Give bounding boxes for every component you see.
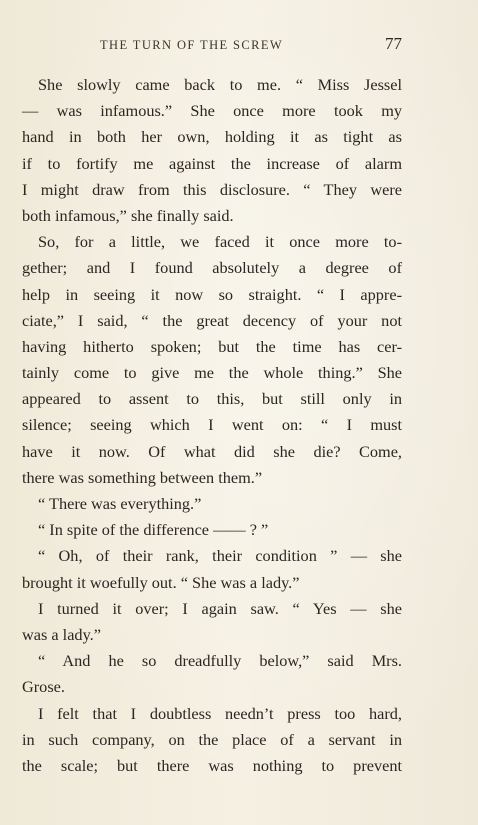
page-header <box>22 36 402 56</box>
text-line: there was something between them.” <box>22 467 263 487</box>
text-line: both infamous,” she finally said. <box>22 205 234 225</box>
text-line: “ In spite of the difference —— ? ” <box>38 520 269 540</box>
text-line: So, for a little, we faced it once more to- <box>38 232 402 252</box>
text-line: in such company, on the place of a servant in <box>22 729 402 749</box>
text-line: She slowly came back to me. “ Miss Jessel <box>38 75 402 94</box>
text-line: tainly come to give me the whole thing.” She <box>22 363 402 383</box>
text-line: I might draw from this disclosure. “ They were <box>22 179 402 199</box>
text-line: I turned it over; I again saw. “ Yes — she <box>38 598 402 618</box>
text-line: gether; and I found absolutely a degree of <box>22 258 402 278</box>
text-line: hand in both her own, holding it as tight as <box>22 127 402 147</box>
body-text <box>22 72 402 779</box>
text-line: “ There was everything.” <box>38 494 202 513</box>
text-line: brought it woefully out. “ She was a lady.” <box>22 572 300 592</box>
text-line: “ Oh, of their rank, their condition ” — she <box>38 546 402 566</box>
text-line: “ And he so dreadfully below,” said Mrs. <box>38 651 402 671</box>
text-line: have it now. Of what did she die? Come, <box>22 441 402 461</box>
text-line: — was infamous.” She once more took my <box>22 101 402 121</box>
running-title: THE TURN OF THE SCREW <box>100 38 284 52</box>
text-line: if to fortify me against the increase of alarm <box>22 153 402 173</box>
text-line: appeared to assent to this, but still only in <box>22 389 402 409</box>
text-line: ciate,” I said, “ the great decency of your not <box>22 310 402 330</box>
text-line: silence; seeing which I went on: “ I must <box>22 415 402 435</box>
text-line: I felt that I doubtless needn’t press too hard, <box>38 703 402 723</box>
page-number: 77 <box>385 34 402 53</box>
text-line: Grose. <box>22 677 65 697</box>
text-line: the scale; but there was nothing to prevent <box>22 755 402 775</box>
text-line: was a lady.” <box>22 624 101 644</box>
text-line: having hitherto spoken; but the time has cer- <box>22 336 402 356</box>
text-line: help in seeing it now so straight. “ I appre- <box>22 284 402 304</box>
